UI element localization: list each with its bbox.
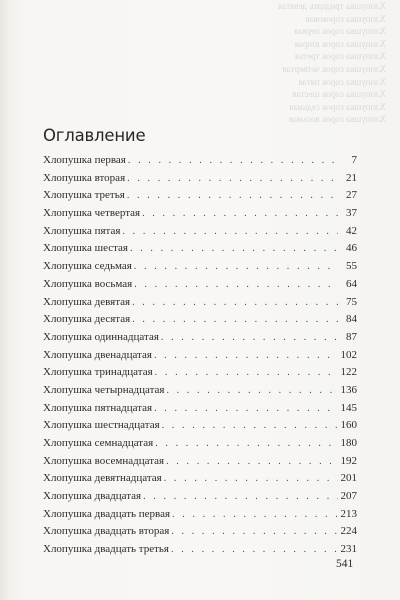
- dot-leader: [155, 367, 338, 378]
- toc-entry-title: Хлопушка одиннадцатая: [43, 330, 159, 343]
- dot-leader: [154, 403, 337, 414]
- show-through-line: Хлопушка сорок четвертая: [282, 63, 386, 74]
- toc-entry-title: Хлопушка двадцать вторая: [43, 525, 170, 538]
- toc-entry-page: 192: [340, 454, 357, 467]
- dot-leader: [130, 243, 338, 254]
- dot-leader: [134, 261, 338, 272]
- toc-entry: [43, 189, 357, 207]
- toc-entry: [43, 331, 357, 349]
- toc-entry-title: Хлопушка восьмая: [43, 277, 133, 290]
- toc-entry-title: Хлопушка десятая: [43, 313, 131, 326]
- toc-entry-title: Хлопушка шестая: [43, 242, 128, 255]
- toc-entry-page: 145: [340, 401, 357, 414]
- toc-entry: [43, 402, 357, 420]
- toc-entry-title: Хлопушка пятнадцатая: [43, 401, 153, 414]
- toc-entry: [43, 384, 357, 402]
- toc-entry-page: 231: [340, 543, 357, 556]
- toc-entry: [43, 472, 357, 490]
- toc-entry-title: Хлопушка восемнадцатая: [43, 454, 165, 467]
- dot-leader: [127, 190, 338, 201]
- show-through-line: Хлопушка тридцать девятая: [277, 1, 386, 11]
- toc-entry-title: Хлопушка двадцатая: [43, 490, 142, 503]
- toc-entry: [43, 154, 357, 172]
- toc-entry: [43, 313, 357, 331]
- dot-leader: [171, 544, 338, 555]
- toc-entry-title: Хлопушка вторая: [43, 171, 126, 184]
- toc-entry-page: 27: [346, 189, 357, 202]
- page-number: 541: [336, 558, 354, 570]
- toc-entry-title: Хлопушка четвертая: [43, 207, 141, 220]
- toc-title: Оглавление: [43, 126, 146, 145]
- dot-leader: [134, 279, 338, 290]
- dot-leader: [127, 173, 338, 184]
- toc-entry-page: 75: [346, 295, 357, 308]
- toc-entry-title: Хлопушка девятнадцатая: [43, 472, 162, 485]
- toc-entry-title: Хлопушка шестнадцатая: [43, 419, 160, 432]
- dot-leader: [166, 456, 337, 467]
- toc-entry-page: 87: [346, 330, 357, 343]
- dot-leader: [143, 491, 337, 502]
- dot-leader: [166, 385, 337, 396]
- show-through-line: Хлопушка сорок седьмая: [289, 101, 386, 112]
- toc-entry-title: Хлопушка двадцать первая: [43, 507, 171, 520]
- show-through-line: Хлопушка сорок шестая: [292, 89, 386, 100]
- toc-entry: [43, 242, 357, 260]
- toc-entry-title: Хлопушка седьмая: [43, 260, 132, 273]
- dot-leader: [132, 297, 338, 308]
- toc-entry: [43, 260, 357, 278]
- toc-entry-page: 136: [340, 383, 357, 396]
- toc-entry: [43, 349, 357, 367]
- toc-entry-page: 102: [340, 348, 357, 361]
- show-through-line: Хлопушка сорок вторая: [294, 38, 386, 49]
- dot-leader: [154, 350, 338, 361]
- show-through-line: Хлопушка сороковая: [305, 13, 386, 24]
- dot-leader: [172, 509, 337, 520]
- toc-entry-title: Хлопушка первая: [43, 154, 126, 166]
- dot-leader: [128, 155, 338, 166]
- dot-leader: [155, 438, 337, 449]
- dot-leader: [122, 226, 338, 237]
- toc-entry-page: 42: [346, 224, 357, 237]
- toc-entry: [43, 172, 357, 190]
- toc-entry-title: Хлопушка двенадцатая: [43, 348, 152, 361]
- toc-list: [43, 154, 357, 561]
- toc-entry: [43, 419, 357, 437]
- show-through-line: Хлопушка сорок восьмая: [288, 114, 386, 125]
- dot-leader: [164, 473, 338, 484]
- toc-entry-page: 7: [351, 154, 357, 166]
- toc-entry-page: 122: [340, 366, 357, 379]
- toc-entry-page: 207: [340, 490, 357, 503]
- toc-entry-page: 55: [346, 260, 357, 273]
- toc-entry-page: 84: [346, 313, 357, 326]
- toc-entry: [43, 207, 357, 225]
- toc-entry: [43, 296, 357, 314]
- toc-entry-title: Хлопушка девятая: [43, 295, 131, 308]
- show-through-line: Хлопушка сорок пятая: [298, 76, 386, 87]
- toc-entry: [43, 278, 357, 296]
- toc-entry: [43, 490, 357, 508]
- toc-entry: [43, 225, 357, 243]
- toc-entry: [43, 437, 357, 455]
- toc-entry-title: Хлопушка семнадцатая: [43, 437, 154, 449]
- toc-entry-title: Хлопушка четырнадцатая: [43, 383, 165, 396]
- toc-entry-page: 180: [340, 437, 357, 449]
- toc-entry-page: 201: [340, 472, 357, 485]
- dot-leader: [162, 420, 338, 431]
- toc-entry: [43, 455, 357, 473]
- show-through-text: [226, 0, 386, 140]
- toc-entry: [43, 543, 357, 561]
- toc-entry-page: 224: [340, 525, 357, 538]
- toc-entry-title: Хлопушка пятая: [43, 224, 121, 237]
- toc-entry-page: 21: [346, 171, 357, 184]
- dot-leader: [171, 526, 337, 537]
- toc-entry-title: Хлопушка третья: [43, 189, 125, 202]
- toc-entry-page: 64: [346, 277, 357, 290]
- show-through-line: Хлопушка сорок третья: [294, 51, 386, 62]
- toc-entry: [43, 525, 357, 543]
- dot-leader: [161, 332, 338, 343]
- toc-entry-title: Хлопушка двадцать третья: [43, 543, 169, 556]
- show-through-line: Хлопушка сорок первая: [294, 26, 386, 37]
- toc-entry-page: 213: [340, 507, 357, 520]
- toc-entry-title: Хлопушка тринадцатая: [43, 366, 153, 379]
- dot-leader: [142, 208, 338, 219]
- toc-entry-page: 160: [340, 419, 357, 432]
- toc-entry-page: 46: [346, 242, 357, 255]
- dot-leader: [132, 314, 338, 325]
- toc-entry: [43, 366, 357, 384]
- toc-entry: [43, 508, 357, 526]
- toc-entry-page: 37: [346, 207, 357, 220]
